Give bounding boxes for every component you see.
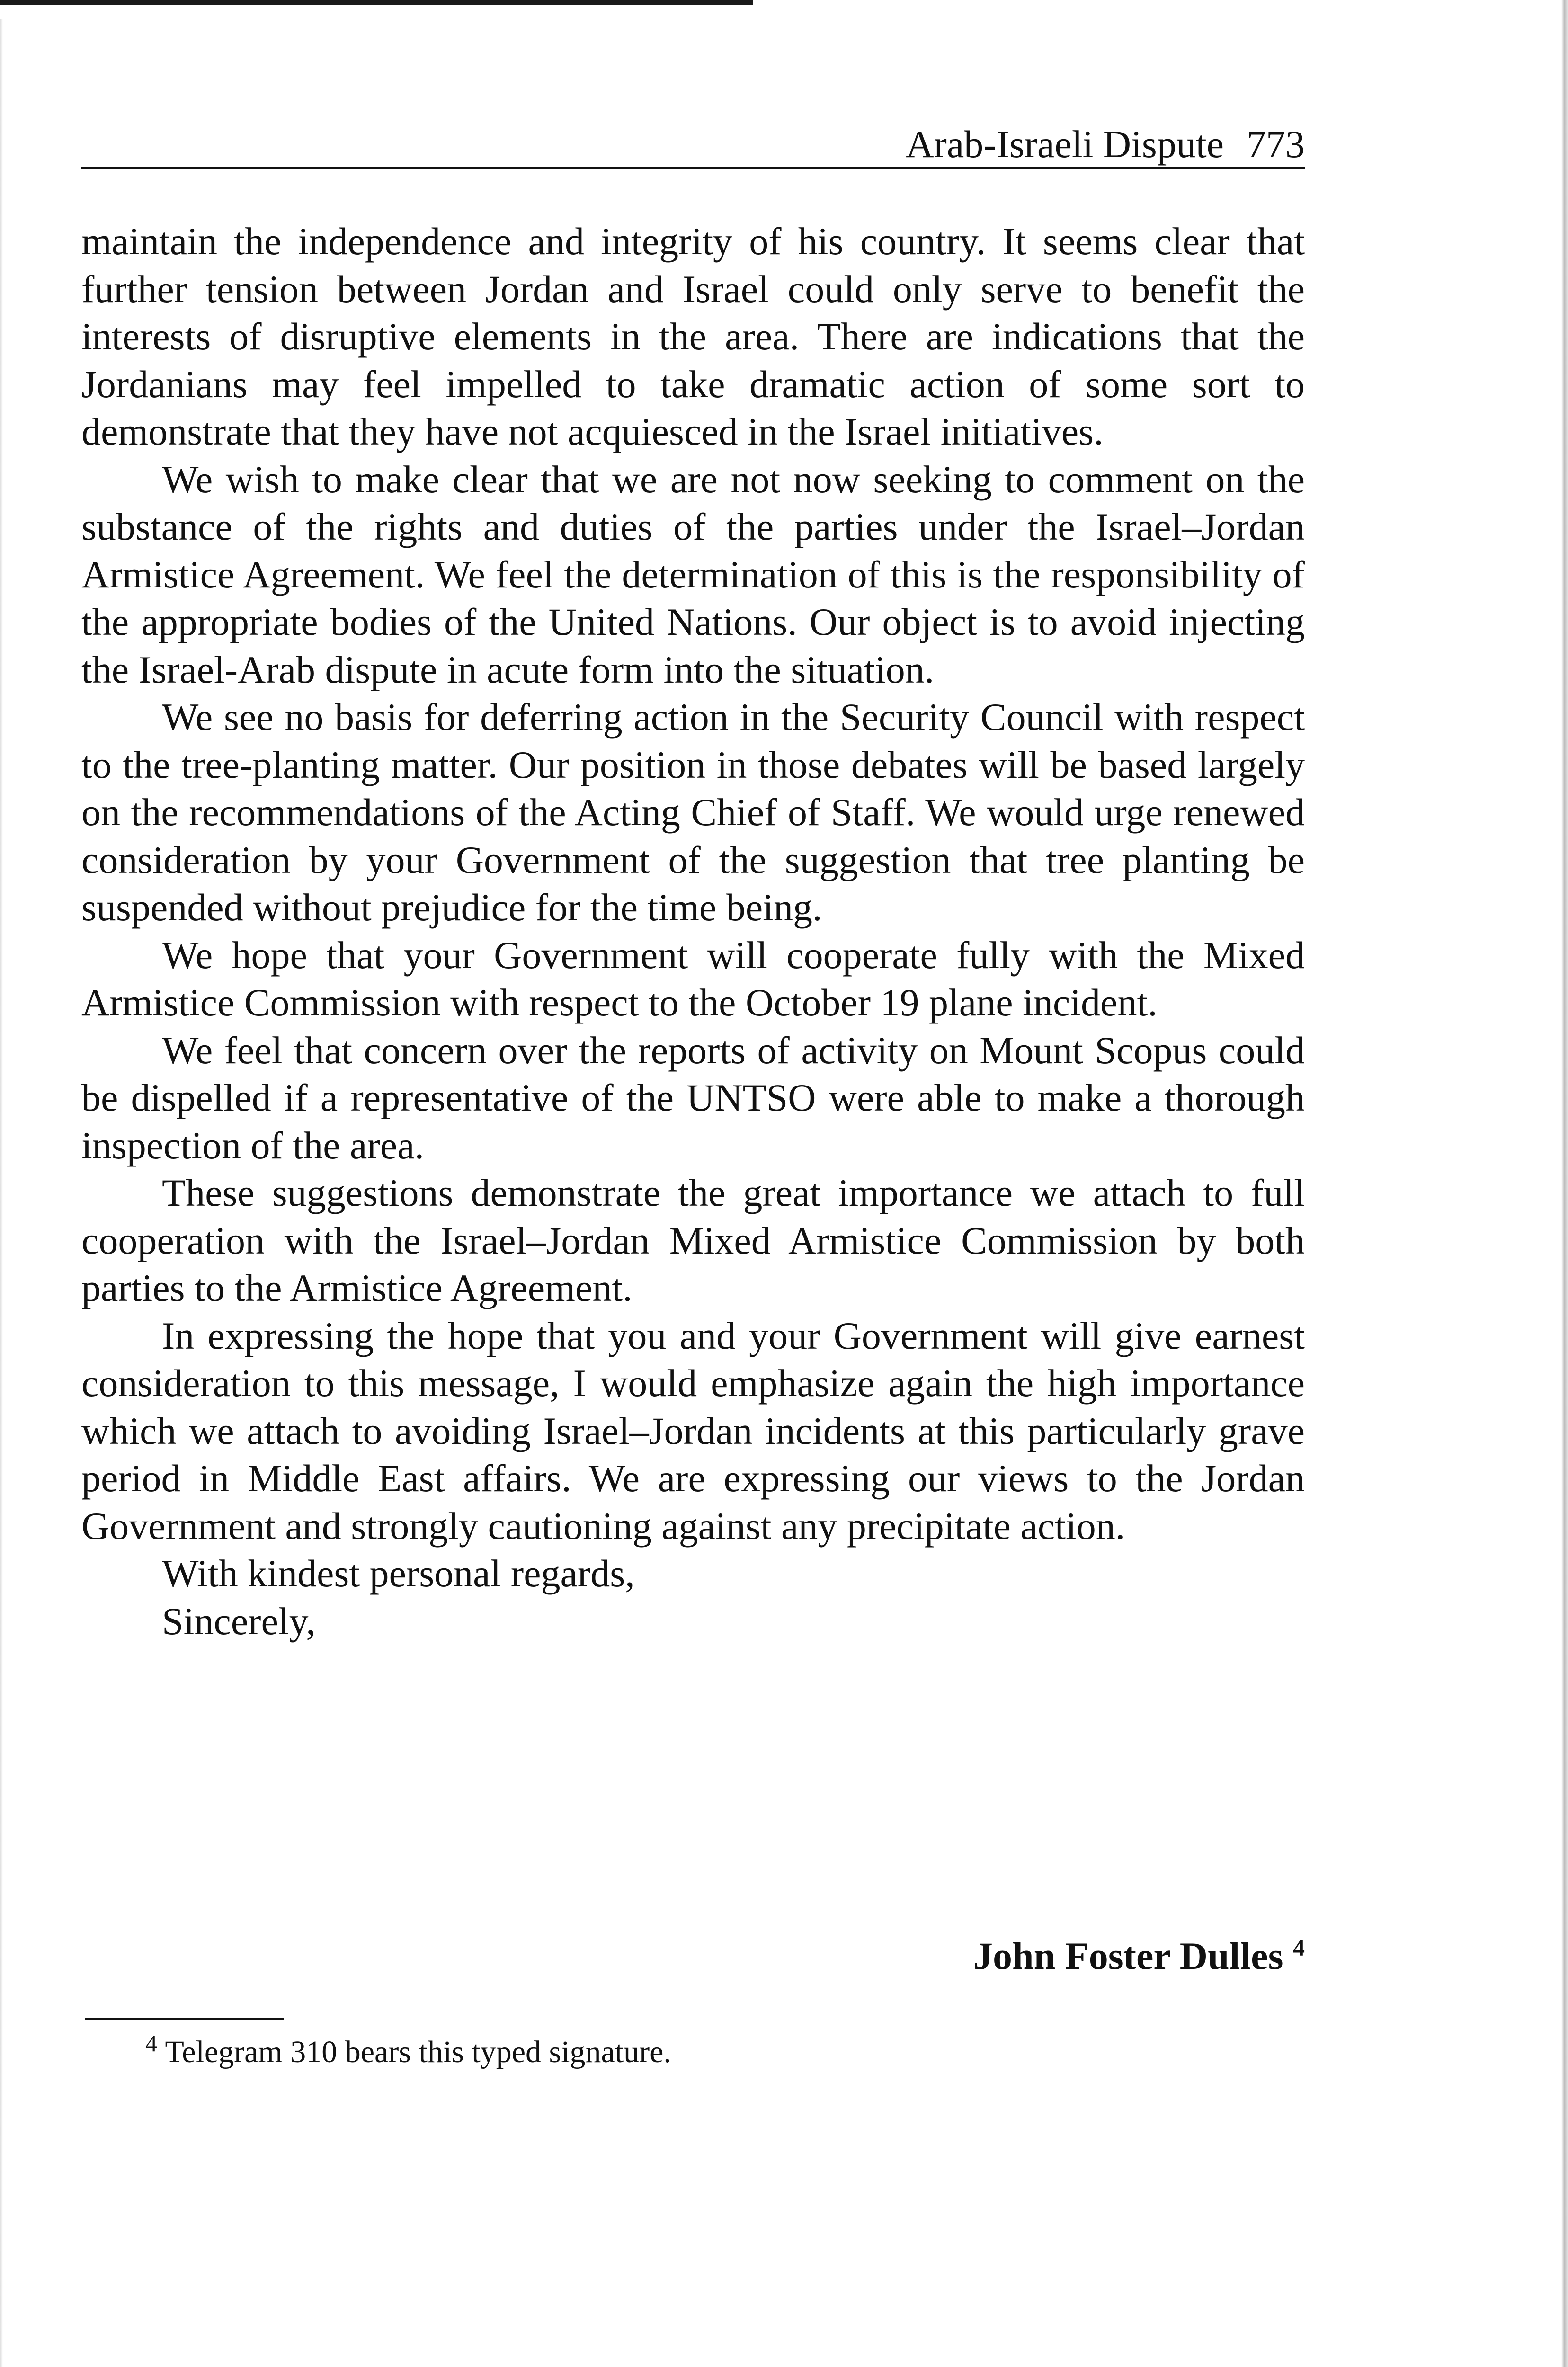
- closing-regards: With kindest personal regards,: [162, 1552, 635, 1595]
- footnote-text: Telegram 310 bears this typed signature.: [165, 2035, 671, 2069]
- running-head-title: Arab-Israeli Dispute: [906, 123, 1224, 166]
- footnote: [145, 2031, 671, 2073]
- closing-valediction: Sincerely,: [162, 1599, 316, 1643]
- signature-footnote-marker: 4: [1293, 1934, 1305, 1961]
- paragraph-tree-planting: We see no basis for deferring action in the Security Council with respect to the tree-planting matter. Our position in those debates will be based largely on the recommendations of the Acting Chief of Staff. We would urge renewed consideration by your Government of the suggestion that tree planting be suspended without prejudice for the time being.: [81, 695, 1305, 929]
- paragraph-mount-scopus: We feel that concern over the reports of activity on Mount Scopus could be dispelled if a representative of the UNTSO were able to make a thorough inspection of the area.: [81, 1028, 1305, 1167]
- paragraph-closing-appeal: In expressing the hope that you and your Government will give earnest consideration to this message, I would emphasize again the high importance which we attach to avoiding Israel–Jordan incidents at this particularly grave period in Middle East affairs. We are expressing our views to the Jordan Government and strongly cautioning against any precipitate action.: [81, 1314, 1305, 1548]
- paragraph-plane-incident: We hope that your Government will cooperate fully with the Mixed Armistice Commission with respect to the October 19 plane incident.: [81, 933, 1305, 1024]
- header-rule: [81, 167, 1305, 169]
- footnote-marker: 4: [145, 2030, 157, 2056]
- letter-body: [81, 218, 1305, 1645]
- scan-left-edge: [0, 19, 3, 2367]
- page-number: 773: [1247, 123, 1305, 166]
- scan-right-edge: [1561, 0, 1568, 2367]
- paragraph-continuation: maintain the independence and integrity of his country. It seems clear that further tension between Jordan and Israel could only serve to benefit the interests of disruptive elements in the area. There are indications that the Jordanians may feel impelled to take dramatic action of some sort to demonstrate that they have not acquiesced in the Israel initiatives.: [81, 220, 1305, 453]
- paragraph-armistice-agreement: We wish to make clear that we are not now seeking to comment on the substance of the rights and duties of the parties under the Israel–Jordan Armistice Agreement. We feel the determination of this is the responsibility of the appropriate bodies of the United Nations. Our object is to avoid injecting the Israel-Arab dispute in acute form into the situation.: [81, 457, 1305, 691]
- paragraph-cooperation: These suggestions demonstrate the great importance we attach to full cooperation with the Israel–Jordan Mixed Armistice Commission by both parties to the Armistice Agreement.: [81, 1171, 1305, 1309]
- signature: [973, 1932, 1305, 1980]
- footnote-rule: [85, 2018, 284, 2020]
- signature-name: John Foster Dulles: [973, 1934, 1283, 1977]
- scan-top-edge: [0, 0, 753, 5]
- running-head: [906, 121, 1305, 168]
